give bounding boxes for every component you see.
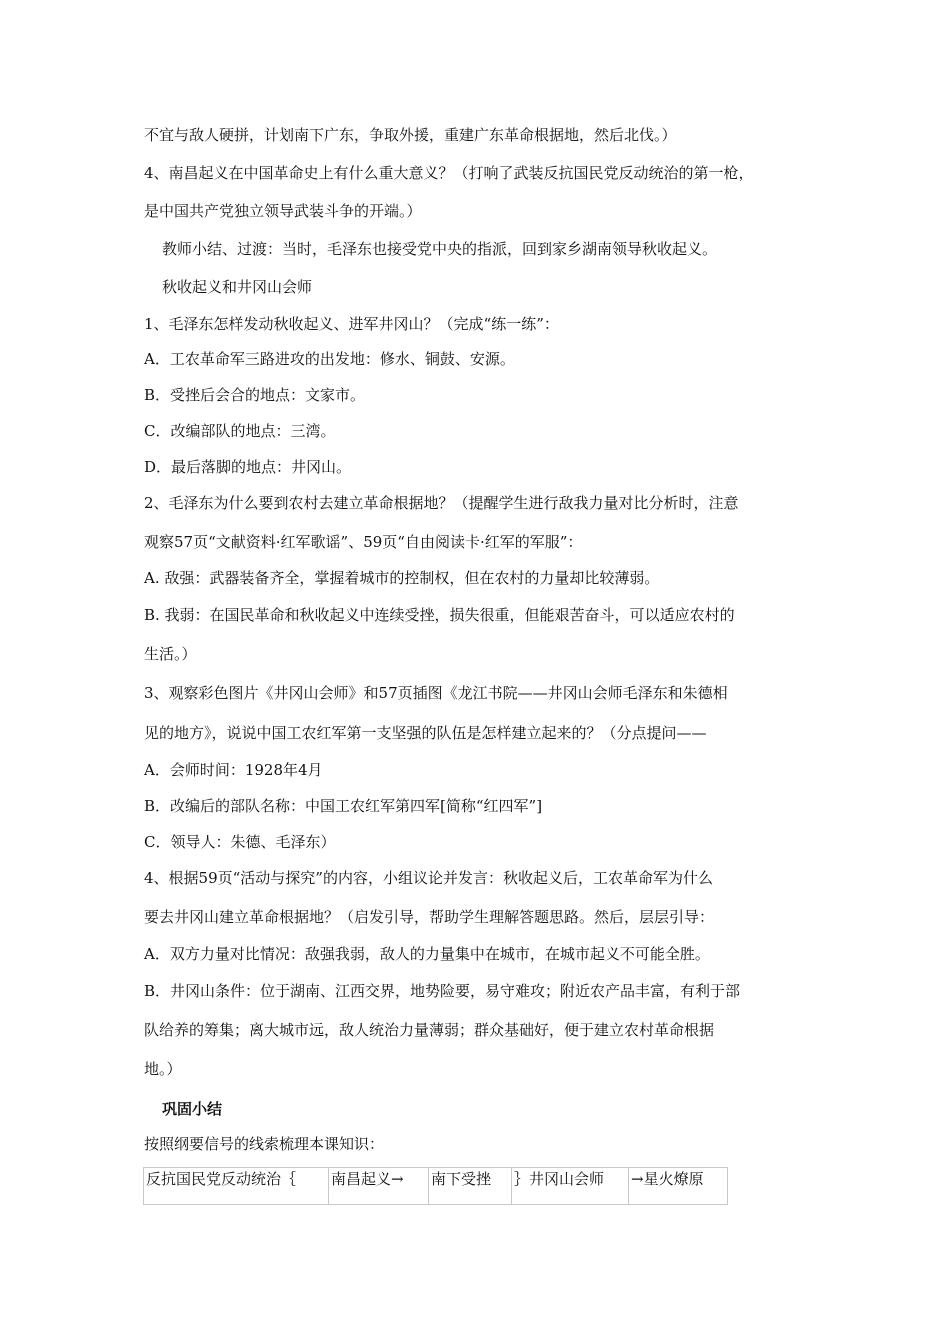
item-a: A．双方力量对比情况：敌强我弱，敌人的力量集中在城市，在城市起义不可能全胜。: [144, 945, 710, 963]
summary-heading: 巩固小结: [162, 1100, 223, 1118]
table-cell: ｝井冈山会师: [512, 1168, 629, 1205]
question-1: 1、毛泽东怎样发动秋收起义、进军井冈山？（完成“练一练”：: [144, 315, 559, 333]
item-b-line-1: B. 我弱：在国民革命和秋收起义中连续受挫，损失很重，但能艰苦奋斗，可以适应农村的: [144, 606, 735, 624]
item-b-line-2: 生活。）: [144, 645, 197, 663]
item-c: C．领导人：朱德、毛泽东）: [144, 833, 336, 851]
item-d: D．最后落脚的地点：井冈山。: [144, 458, 352, 476]
summary-table: [143, 1167, 728, 1205]
question-4-line-2: 是中国共产党独立领导武装斗争的开端。）: [144, 202, 422, 220]
item-a: A. 敌强：武器装备齐全，掌握着城市的控制权，但在农村的力量却比较薄弱。: [144, 569, 660, 587]
question-3-line-2: 见的地方》，说说中国工农红军第一支坚强的队伍是怎样建立起来的？（分点提问——: [144, 724, 707, 742]
question-4b-line-1: 4、根据59页“活动与探究”的内容，小组议论并发言：秋收起义后，工农革命军为什么: [144, 869, 713, 887]
table-cell: 反抗国民党反动统治｛: [144, 1168, 329, 1205]
question-4b-line-2: 要去井冈山建立革命根据地？（启发引导，帮助学生理解答题思路。然后，层层引导：: [144, 908, 715, 926]
item-b: B．受挫后会合的地点：文家市。: [144, 386, 366, 404]
summary-intro: 按照纲要信号的线索梳理本课知识：: [144, 1135, 385, 1153]
question-3-line-1: 3、观察彩色图片《井冈山会师》和57页插图《龙江书院——井冈山会师毛泽东和朱德相: [144, 684, 728, 702]
item-b: B．改编后的部队名称：中国工农红军第四军[简称“红四军”]: [144, 797, 543, 815]
table-row: [144, 1168, 728, 1205]
item-b-line-2: 队给养的筹集；离大城市远，敌人统治力量薄弱；群众基础好，便于建立农村革命根据: [144, 1021, 715, 1039]
teacher-summary: 教师小结、过渡：当时，毛泽东也接受党中央的指派，回到家乡湖南领导秋收起义。: [162, 240, 718, 258]
item-b-line-1: B．井冈山条件：位于湖南、江西交界，地势险要，易守难攻；附近农产品丰富，有利于部: [144, 982, 741, 1000]
paragraph-line: 不宜与敌人硬拼，计划南下广东，争取外援，重建广东革命根据地，然后北伐。）: [144, 126, 677, 144]
question-2-line-1: 2、毛泽东为什么要到农村去建立革命根据地？（提醒学生进行敌我力量对比分析时，注意: [144, 494, 739, 512]
table-cell: 南下受挫: [429, 1168, 512, 1205]
table-cell: 南昌起义→: [329, 1168, 429, 1205]
question-4-line-1: 4、南昌起义在中国革命史上有什么重大意义？（打响了武装反抗国民党反动统治的第一枪，: [144, 164, 754, 182]
section-title: 秋收起义和井冈山会师: [162, 278, 313, 296]
question-2-line-2: 观察57页“文献资料·红军歌谣”、59页“自由阅读卡·红军的军服”：: [144, 533, 583, 551]
item-b-line-3: 地。）: [144, 1060, 182, 1078]
item-c: C．改编部队的地点：三湾。: [144, 422, 336, 440]
table-cell: →星火燎原: [629, 1168, 728, 1205]
item-a: A．会师时间：1928年4月: [144, 761, 323, 779]
item-a: A．工农革命军三路进攻的出发地：修水、铜鼓、安源。: [144, 350, 515, 368]
